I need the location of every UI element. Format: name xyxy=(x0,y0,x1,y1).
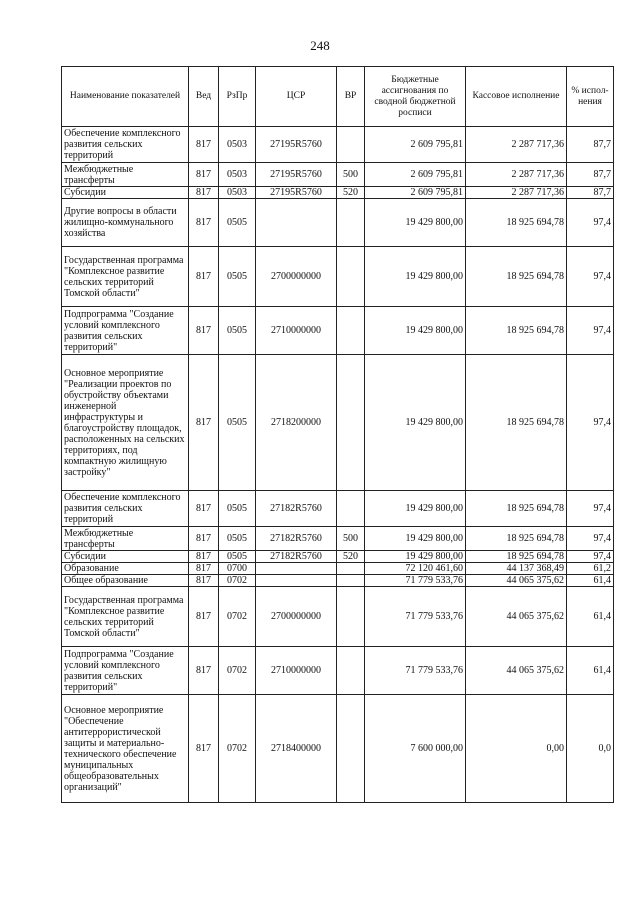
row-ved: 817 xyxy=(189,355,219,491)
row-ved: 817 xyxy=(189,563,219,575)
table-row xyxy=(62,575,614,587)
row-rzpr: 0505 xyxy=(219,551,256,563)
row-ved: 817 xyxy=(189,491,219,527)
row-name: Подпрограмма "Создание условий комплексного развития сельских территорий" xyxy=(62,307,189,355)
row-name: Образование xyxy=(62,563,189,575)
row-assignments: 19 429 800,00 xyxy=(365,491,466,527)
row-csr: 2710000000 xyxy=(256,647,337,695)
row-csr xyxy=(256,575,337,587)
column-header-assignments: Бюджетные ассигнования по сводной бюджетной росписи xyxy=(365,67,466,127)
row-name: Государственная программа "Комплексное развитие сельских территорий Томской области" xyxy=(62,587,189,647)
row-ved: 817 xyxy=(189,187,219,199)
table-row xyxy=(62,491,614,527)
row-cash-execution: 44 137 368,49 xyxy=(466,563,567,575)
column-header-cash-execution: Кассовое исполнение xyxy=(466,67,567,127)
row-name: Межбюджетные трансферты xyxy=(62,527,189,551)
row-csr: 27182R5760 xyxy=(256,551,337,563)
row-cash-execution: 18 925 694,78 xyxy=(466,307,567,355)
row-ved: 817 xyxy=(189,163,219,187)
table-row xyxy=(62,527,614,551)
table-row xyxy=(62,307,614,355)
row-percent: 97,4 xyxy=(567,527,614,551)
table-row xyxy=(62,127,614,163)
row-ved: 817 xyxy=(189,587,219,647)
row-cash-execution: 18 925 694,78 xyxy=(466,199,567,247)
row-rzpr: 0505 xyxy=(219,491,256,527)
row-assignments: 19 429 800,00 xyxy=(365,199,466,247)
row-rzpr: 0700 xyxy=(219,563,256,575)
row-ved: 817 xyxy=(189,647,219,695)
table-row xyxy=(62,563,614,575)
row-assignments: 7 600 000,00 xyxy=(365,695,466,803)
row-percent: 87,7 xyxy=(567,127,614,163)
row-ved: 817 xyxy=(189,551,219,563)
row-percent: 97,4 xyxy=(567,307,614,355)
header-row xyxy=(62,67,614,127)
row-cash-execution: 18 925 694,78 xyxy=(466,355,567,491)
row-ved: 817 xyxy=(189,307,219,355)
row-csr xyxy=(256,199,337,247)
row-percent: 97,4 xyxy=(567,247,614,307)
row-percent: 87,7 xyxy=(567,163,614,187)
row-csr: 27195R5760 xyxy=(256,163,337,187)
row-name: Подпрограмма "Создание условий комплексного развития сельских территорий" xyxy=(62,647,189,695)
row-name: Основное мероприятие "Обеспечение антитеррористической защиты и материально-технического обеспечение муниципальных общеобразовательных организаций" xyxy=(62,695,189,803)
row-cash-execution: 18 925 694,78 xyxy=(466,491,567,527)
row-cash-execution: 44 065 375,62 xyxy=(466,575,567,587)
row-percent: 61,2 xyxy=(567,563,614,575)
row-ved: 817 xyxy=(189,575,219,587)
row-name: Основное мероприятие "Реализации проектов по обустройству объектами инженерной инфраструктуры и благоустройству площадок, расположенных на сельских территориях, под компактную жилищную застройку" xyxy=(62,355,189,491)
table-row xyxy=(62,587,614,647)
row-cash-execution: 2 287 717,36 xyxy=(466,163,567,187)
row-csr: 27182R5760 xyxy=(256,491,337,527)
row-rzpr: 0503 xyxy=(219,187,256,199)
row-name: Субсидии xyxy=(62,551,189,563)
row-csr: 27195R5760 xyxy=(256,187,337,199)
row-assignments: 71 779 533,76 xyxy=(365,647,466,695)
row-rzpr: 0503 xyxy=(219,127,256,163)
row-rzpr: 0505 xyxy=(219,247,256,307)
row-vr xyxy=(337,127,365,163)
row-vr: 520 xyxy=(337,551,365,563)
column-header-percent: % испол-нения xyxy=(567,67,614,127)
row-name: Другие вопросы в области жилищно-коммунального хозяйства xyxy=(62,199,189,247)
row-percent: 0,0 xyxy=(567,695,614,803)
column-header-name: Наименование показателей xyxy=(62,67,189,127)
table-row xyxy=(62,163,614,187)
row-vr: 520 xyxy=(337,187,365,199)
row-percent: 61,4 xyxy=(567,575,614,587)
table-row xyxy=(62,199,614,247)
row-csr: 2700000000 xyxy=(256,247,337,307)
table-row xyxy=(62,247,614,307)
row-ved: 817 xyxy=(189,527,219,551)
row-assignments: 71 779 533,76 xyxy=(365,575,466,587)
row-percent: 97,4 xyxy=(567,491,614,527)
row-ved: 817 xyxy=(189,127,219,163)
row-assignments: 19 429 800,00 xyxy=(365,307,466,355)
row-vr xyxy=(337,199,365,247)
page-number: 248 xyxy=(310,38,330,53)
row-rzpr: 0702 xyxy=(219,695,256,803)
row-percent: 87,7 xyxy=(567,187,614,199)
row-assignments: 72 120 461,60 xyxy=(365,563,466,575)
row-cash-execution: 44 065 375,62 xyxy=(466,587,567,647)
row-cash-execution: 18 925 694,78 xyxy=(466,247,567,307)
row-ved: 817 xyxy=(189,247,219,307)
row-rzpr: 0702 xyxy=(219,647,256,695)
row-vr xyxy=(337,695,365,803)
row-cash-execution: 2 287 717,36 xyxy=(466,187,567,199)
row-vr: 500 xyxy=(337,527,365,551)
row-rzpr: 0503 xyxy=(219,163,256,187)
row-assignments: 19 429 800,00 xyxy=(365,551,466,563)
row-percent: 97,4 xyxy=(567,199,614,247)
row-assignments: 2 609 795,81 xyxy=(365,187,466,199)
row-assignments: 2 609 795,81 xyxy=(365,163,466,187)
budget-execution-table xyxy=(61,66,614,803)
row-cash-execution: 0,00 xyxy=(466,695,567,803)
row-rzpr: 0505 xyxy=(219,527,256,551)
row-csr: 27182R5760 xyxy=(256,527,337,551)
row-vr xyxy=(337,575,365,587)
row-csr: 2710000000 xyxy=(256,307,337,355)
row-assignments: 19 429 800,00 xyxy=(365,355,466,491)
row-rzpr: 0702 xyxy=(219,587,256,647)
row-ved: 817 xyxy=(189,695,219,803)
table-row xyxy=(62,695,614,803)
row-rzpr: 0505 xyxy=(219,199,256,247)
row-csr: 2718200000 xyxy=(256,355,337,491)
row-name: Общее образование xyxy=(62,575,189,587)
row-cash-execution: 2 287 717,36 xyxy=(466,127,567,163)
row-vr xyxy=(337,247,365,307)
table-row xyxy=(62,551,614,563)
row-vr: 500 xyxy=(337,163,365,187)
table-row xyxy=(62,647,614,695)
row-vr xyxy=(337,563,365,575)
row-name: Государственная программа "Комплексное развитие сельских территорий Томской области" xyxy=(62,247,189,307)
row-csr: 2700000000 xyxy=(256,587,337,647)
row-assignments: 19 429 800,00 xyxy=(365,527,466,551)
row-cash-execution: 18 925 694,78 xyxy=(466,527,567,551)
row-name: Обеспечение комплексного развития сельских территорий xyxy=(62,127,189,163)
row-vr xyxy=(337,491,365,527)
row-vr xyxy=(337,647,365,695)
row-ved: 817 xyxy=(189,199,219,247)
column-header-ved: Вед xyxy=(189,67,219,127)
table-row xyxy=(62,187,614,199)
row-rzpr: 0505 xyxy=(219,355,256,491)
row-vr xyxy=(337,307,365,355)
row-assignments: 71 779 533,76 xyxy=(365,587,466,647)
column-header-csr: ЦСР xyxy=(256,67,337,127)
table-row xyxy=(62,355,614,491)
row-name: Обеспечение комплексного развития сельских территорий xyxy=(62,491,189,527)
row-csr xyxy=(256,563,337,575)
row-name: Субсидии xyxy=(62,187,189,199)
column-header-vr: ВР xyxy=(337,67,365,127)
row-cash-execution: 44 065 375,62 xyxy=(466,647,567,695)
row-percent: 61,4 xyxy=(567,587,614,647)
row-assignments: 2 609 795,81 xyxy=(365,127,466,163)
row-rzpr: 0505 xyxy=(219,307,256,355)
row-assignments: 19 429 800,00 xyxy=(365,247,466,307)
row-percent: 97,4 xyxy=(567,355,614,491)
column-header-rzpr: РзПр xyxy=(219,67,256,127)
row-csr: 2718400000 xyxy=(256,695,337,803)
row-percent: 97,4 xyxy=(567,551,614,563)
row-rzpr: 0702 xyxy=(219,575,256,587)
row-cash-execution: 18 925 694,78 xyxy=(466,551,567,563)
row-csr: 27195R5760 xyxy=(256,127,337,163)
row-percent: 61,4 xyxy=(567,647,614,695)
row-vr xyxy=(337,587,365,647)
row-name: Межбюджетные трансферты xyxy=(62,163,189,187)
row-vr xyxy=(337,355,365,491)
